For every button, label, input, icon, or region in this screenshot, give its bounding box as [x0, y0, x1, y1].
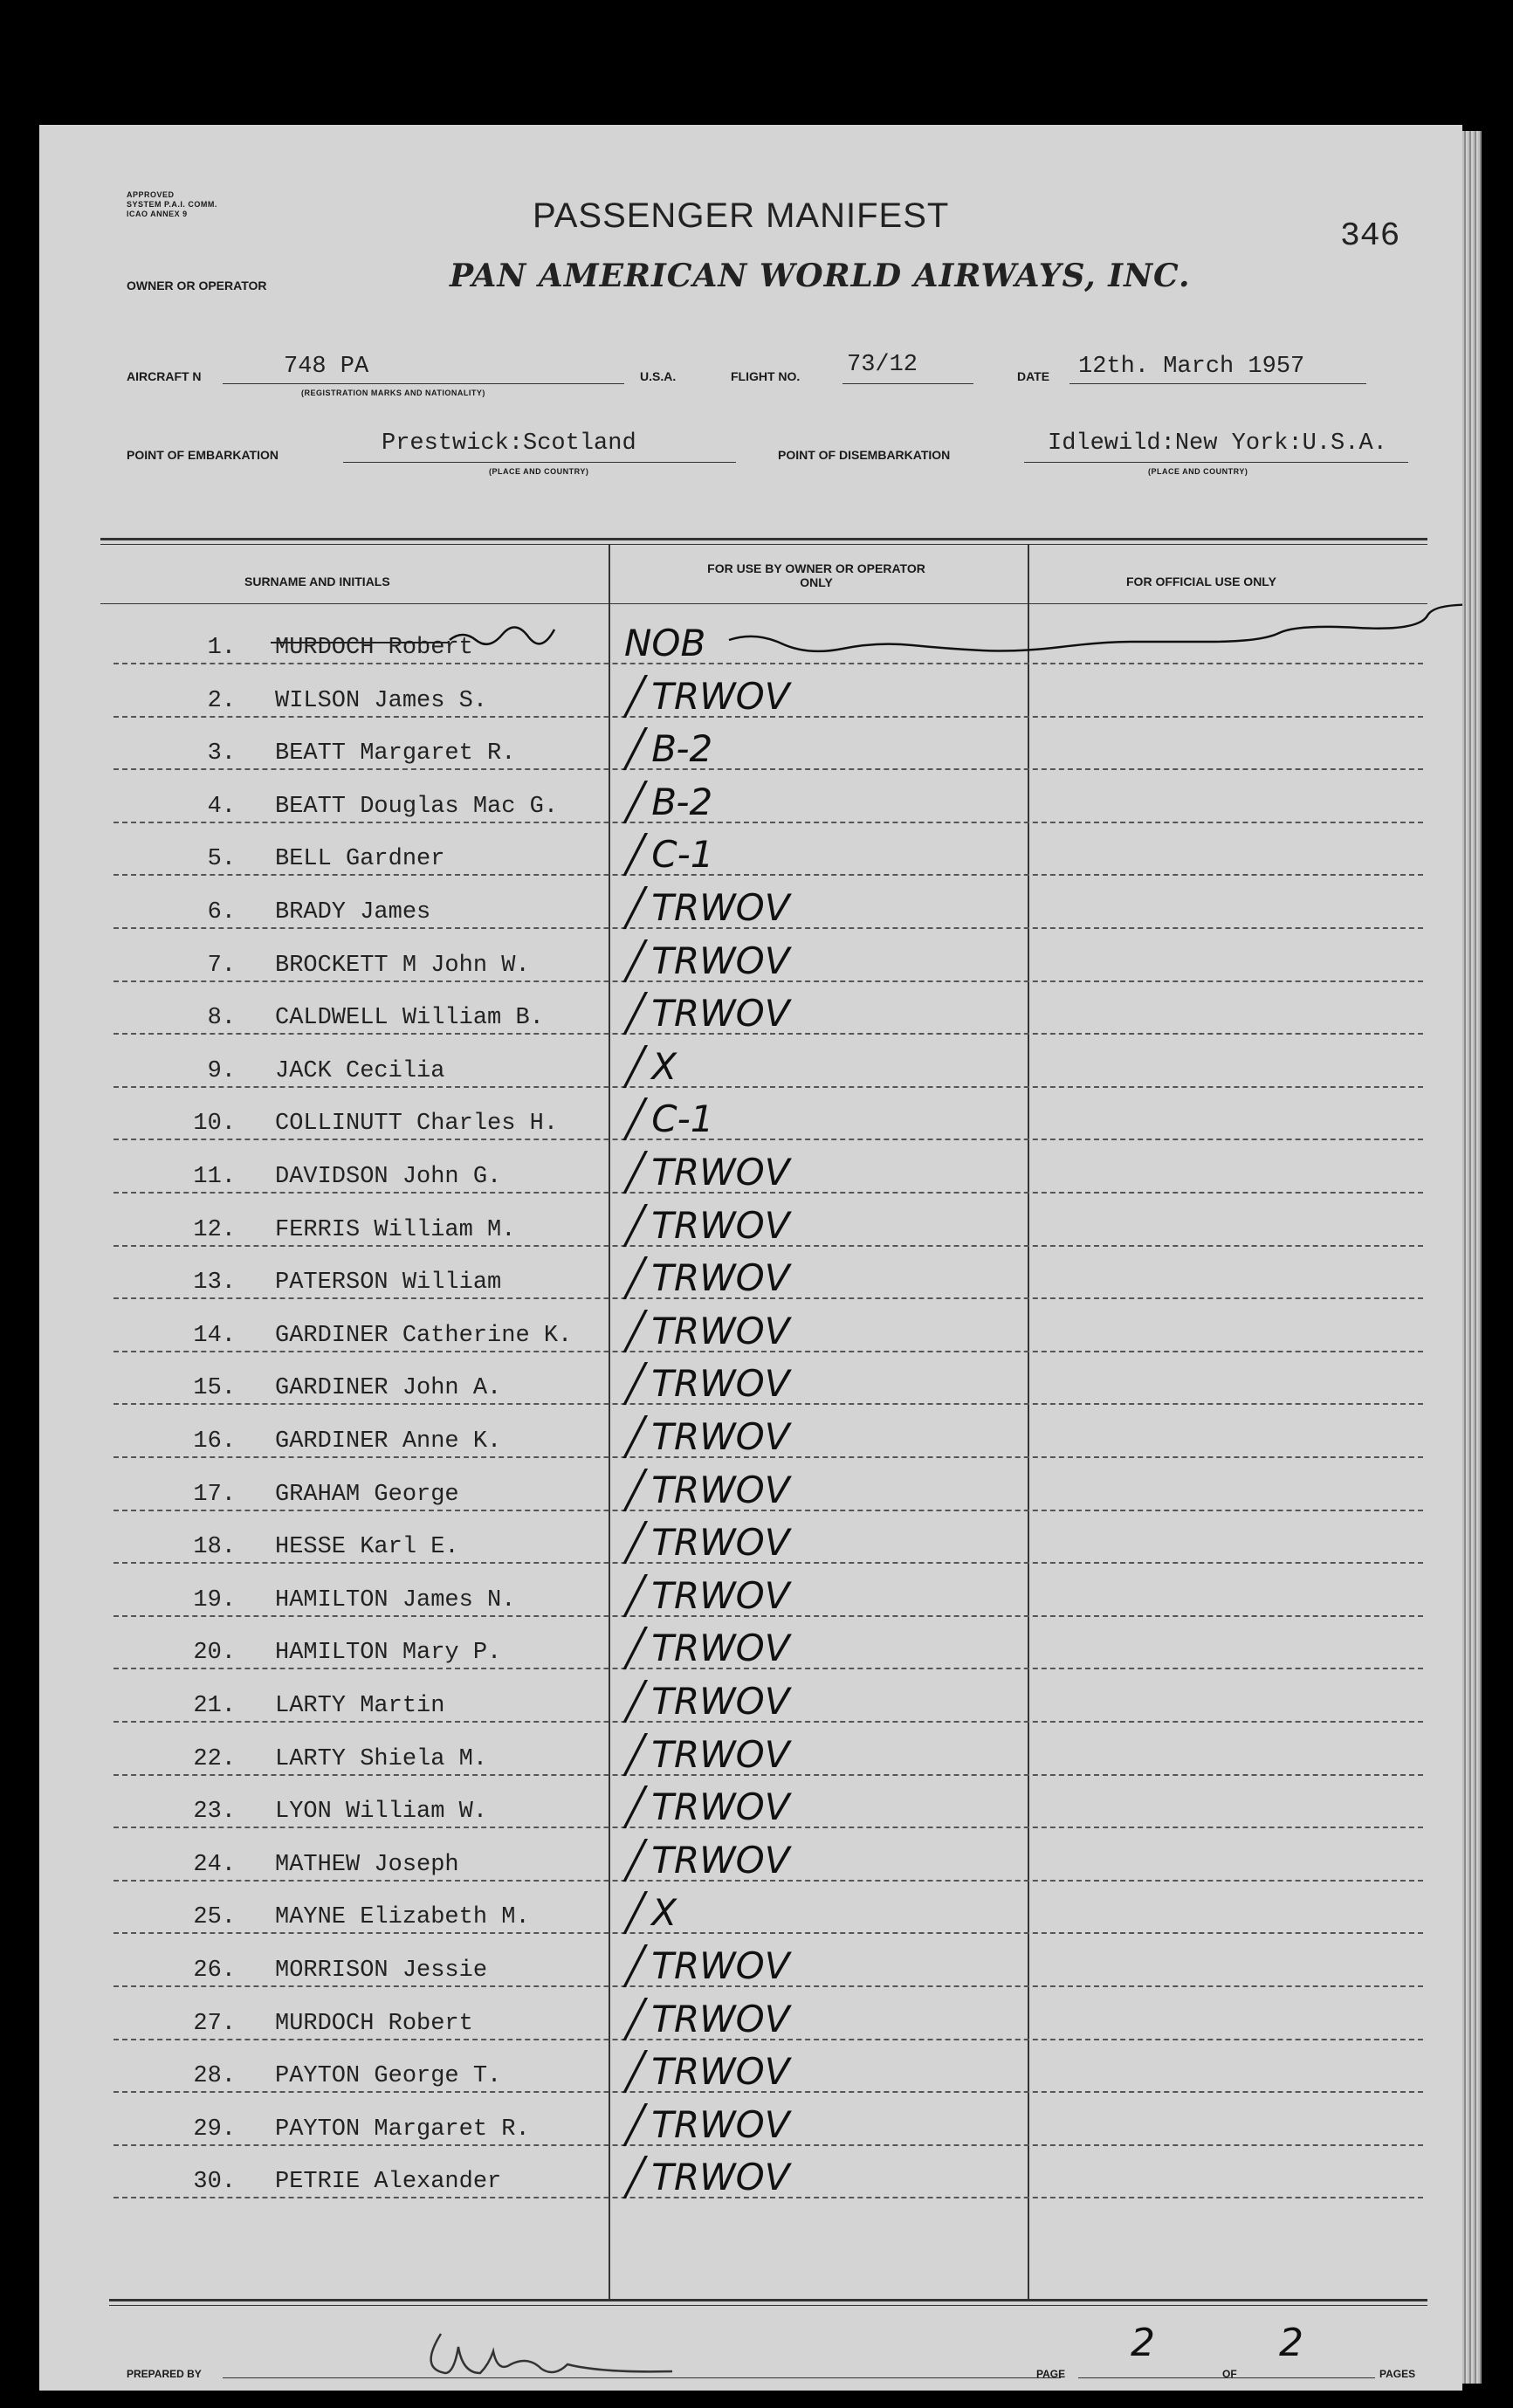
operator-name: PAN AMERICAN WORLD AIRWAYS, INC. [450, 258, 1191, 294]
passenger-number: 3. [207, 740, 236, 767]
passenger-number: 21. [193, 1693, 236, 1719]
passenger-name: BELL Gardner [275, 846, 445, 873]
passenger-number: 10. [193, 1111, 236, 1138]
approval-line: SYSTEM P.A.I. COMM. [127, 200, 217, 209]
pages-label: PAGES [1379, 2368, 1416, 2380]
check-mark-icon: ╱ [624, 1627, 647, 1670]
passenger-number: 11. [193, 1164, 236, 1190]
passenger-number: 9. [207, 1057, 236, 1084]
passenger-number: 15. [193, 1375, 236, 1402]
check-mark-icon: ╱ [624, 1468, 647, 1511]
registration-caption: (REGISTRATION MARKS AND NATIONALITY) [301, 389, 485, 397]
passenger-name: PAYTON Margaret R. [275, 2116, 530, 2143]
operator-code: TRWOV [651, 1468, 790, 1511]
cancel-strike-line [39, 125, 1462, 2391]
passenger-number: 27. [193, 2010, 236, 2037]
embarkation-value: Prestwick:Scotland [382, 430, 636, 457]
passenger-number: 26. [193, 1957, 236, 1984]
date-value: 12th. March 1957 [1078, 354, 1305, 380]
approval-line: ICAO ANNEX 9 [127, 210, 188, 218]
operator-code: TRWOV [651, 1997, 790, 2040]
passenger-number: 18. [193, 1534, 236, 1561]
operator-code: TRWOV [651, 674, 790, 718]
passenger-name: MAYNE Elizabeth M. [275, 1904, 530, 1931]
passenger-name: FERRIS William M. [275, 1216, 516, 1243]
check-mark-icon: ╱ [624, 1891, 647, 1935]
operator-code: X [651, 1044, 677, 1088]
operator-code: TRWOV [651, 1362, 790, 1406]
operator-code: TRWOV [651, 1680, 790, 1723]
operator-code: TRWOV [651, 1573, 790, 1617]
passenger-number: 8. [207, 1005, 236, 1032]
passenger-name: MURDOCH Robert [275, 2010, 473, 2037]
operator-code: B-2 [651, 727, 713, 771]
passenger-name: PATERSON William [275, 1269, 502, 1297]
check-mark-icon: ╱ [624, 939, 647, 982]
check-mark-icon: ╱ [624, 674, 647, 718]
passenger-name: JACK Cecilia [275, 1057, 445, 1084]
of-value: 2 [1279, 2321, 1306, 2365]
check-mark-icon: ╱ [624, 1785, 647, 1829]
operator-code: TRWOV [651, 992, 790, 1035]
check-mark-icon: ╱ [624, 992, 647, 1035]
passenger-number: 13. [193, 1269, 236, 1297]
passenger-name: BROCKETT M John W. [275, 952, 530, 979]
check-mark-icon: ╱ [624, 1997, 647, 2040]
passenger-number: 14. [193, 1322, 236, 1349]
passenger-name: PETRIE Alexander [275, 2169, 502, 2196]
passenger-number: 19. [193, 1586, 236, 1613]
passenger-name: PAYTON George T. [275, 2063, 502, 2090]
operator-code: TRWOV [651, 1944, 790, 1987]
passenger-name: HESSE Karl E. [275, 1534, 459, 1561]
check-mark-icon: ╱ [624, 1256, 647, 1300]
check-mark-icon: ╱ [624, 1097, 647, 1141]
operator-code: TRWOV [651, 1309, 790, 1352]
passenger-number: 20. [193, 1640, 236, 1667]
approval-line: APPROVED [127, 190, 175, 199]
check-mark-icon: ╱ [624, 1362, 647, 1406]
passenger-name: COLLINUTT Charles H. [275, 1111, 559, 1138]
operator-code: TRWOV [651, 1151, 790, 1194]
passenger-name: GARDINER Catherine K. [275, 1322, 573, 1349]
embarkation-label: POINT OF EMBARKATION [127, 448, 279, 462]
of-label: OF [1222, 2368, 1237, 2380]
flight-value: 73/12 [847, 352, 918, 378]
table-bottom-rule-inner [109, 2305, 1427, 2306]
flight-label: FLIGHT NO. [731, 369, 801, 383]
passenger-name: GARDINER John A. [275, 1375, 502, 1402]
form-title: PASSENGER MANIFEST [533, 196, 950, 235]
passenger-name: CALDWELL William B. [275, 1005, 544, 1032]
prepared-by-label: PREPARED BY [127, 2368, 202, 2380]
passenger-name: HAMILTON James N. [275, 1586, 516, 1613]
passenger-number: 4. [207, 793, 236, 820]
passenger-number: 22. [193, 1745, 236, 1772]
check-mark-icon: ╱ [624, 1680, 647, 1723]
operator-code: TRWOV [651, 1732, 790, 1776]
embarkation-caption: (PLACE AND COUNTRY) [489, 467, 589, 476]
operator-code: TRWOV [651, 1785, 790, 1829]
check-mark-icon: ╱ [624, 1151, 647, 1194]
operator-code: X [651, 1891, 677, 1935]
check-mark-icon: ╱ [624, 1203, 647, 1247]
passenger-name: BEATT Margaret R. [275, 740, 516, 767]
operator-code: TRWOV [651, 2102, 790, 2146]
operator-code: TRWOV [651, 2156, 790, 2199]
stacked-pages-edge [1462, 131, 1482, 2384]
passenger-name: MORRISON Jessie [275, 1957, 488, 1984]
check-mark-icon: ╱ [624, 2156, 647, 2199]
owner-label: OWNER OR OPERATOR [127, 279, 267, 292]
operator-code: TRWOV [651, 1627, 790, 1670]
passenger-name: GARDINER Anne K. [275, 1428, 502, 1455]
signature [415, 2316, 755, 2386]
check-mark-icon: ╱ [624, 780, 647, 823]
passenger-name: LARTY Martin [275, 1693, 445, 1719]
check-mark-icon: ╱ [624, 2102, 647, 2146]
passenger-name: BRADY James [275, 899, 431, 925]
check-mark-icon: ╱ [624, 833, 647, 877]
passenger-name: HAMILTON Mary P. [275, 1640, 502, 1667]
check-mark-icon: ╱ [624, 1521, 647, 1565]
passenger-name: DAVIDSON John G. [275, 1164, 502, 1190]
check-mark-icon: ╱ [624, 1044, 647, 1088]
check-mark-icon: ╱ [624, 1732, 647, 1776]
check-mark-icon: ╱ [624, 727, 647, 771]
disembarkation-value: Idlewild:New York:U.S.A. [1048, 430, 1387, 457]
check-mark-icon: ╱ [624, 1309, 647, 1352]
check-mark-icon: ╱ [624, 1415, 647, 1458]
check-mark-icon: ╱ [624, 886, 647, 929]
passenger-name: MATHEW Joseph [275, 1851, 459, 1878]
date-label: DATE [1017, 369, 1050, 383]
passenger-name: MURDOCH Robert [275, 635, 473, 661]
passenger-number: 7. [207, 952, 236, 979]
operator-code: TRWOV [651, 886, 790, 929]
operator-code: B-2 [651, 780, 713, 823]
operator-code: TRWOV [651, 1521, 790, 1565]
passenger-number: 12. [193, 1216, 236, 1243]
disembarkation-caption: (PLACE AND COUNTRY) [1148, 467, 1248, 476]
operator-code: C-1 [651, 833, 714, 877]
passenger-name: WILSON James S. [275, 687, 488, 714]
nationality-value: U.S.A. [640, 369, 677, 383]
passenger-number: 16. [193, 1428, 236, 1455]
column-header-owner-use: FOR USE BY OWNER OR OPERATOR ONLY [707, 561, 925, 589]
page-stamp-number: 346 [1340, 217, 1400, 255]
page-label: PAGE [1036, 2368, 1066, 2380]
passenger-number: 5. [207, 846, 236, 873]
column-header-official-use: FOR OFFICIAL USE ONLY [1126, 574, 1276, 588]
table-bottom-rule [109, 2299, 1427, 2301]
passenger-number: 6. [207, 899, 236, 925]
operator-code: TRWOV [651, 1256, 790, 1300]
operator-code: TRWOV [651, 1203, 790, 1247]
passenger-number: 28. [193, 2063, 236, 2090]
manifest-sheet [39, 125, 1462, 2391]
operator-code: TRWOV [651, 2050, 790, 2094]
page-value: 2 [1131, 2321, 1158, 2365]
passenger-number: 30. [193, 2169, 236, 2196]
passenger-number: 1. [207, 635, 236, 661]
passenger-name: GRAHAM George [275, 1481, 459, 1508]
aircraft-label: AIRCRAFT N [127, 369, 202, 383]
passenger-name: BEATT Douglas Mac G. [275, 793, 559, 820]
check-mark-icon: ╱ [624, 1838, 647, 1882]
operator-code: TRWOV [651, 939, 790, 982]
check-mark-icon: ╱ [624, 1573, 647, 1617]
disembarkation-label: POINT OF DISEMBARKATION [778, 448, 951, 462]
passenger-name: LARTY Shiela M. [275, 1745, 488, 1772]
column-header-surname: SURNAME AND INITIALS [244, 574, 390, 588]
passenger-number: 25. [193, 1904, 236, 1931]
check-mark-icon: ╱ [624, 1944, 647, 1987]
passenger-number: 17. [193, 1481, 236, 1508]
check-mark-icon: ╱ [624, 2050, 647, 2094]
passenger-number: 23. [193, 1799, 236, 1826]
passenger-number: 24. [193, 1851, 236, 1878]
passenger-number: 29. [193, 2116, 236, 2143]
passenger-number: 2. [207, 687, 236, 714]
operator-code: C-1 [651, 1097, 714, 1141]
operator-code: TRWOV [651, 1415, 790, 1458]
page-underline [1078, 2377, 1375, 2378]
aircraft-value: 748 PA [284, 354, 369, 380]
passenger-name: LYON William W. [275, 1799, 488, 1826]
operator-code: TRWOV [651, 1838, 790, 1882]
operator-code: NOB [624, 622, 706, 664]
